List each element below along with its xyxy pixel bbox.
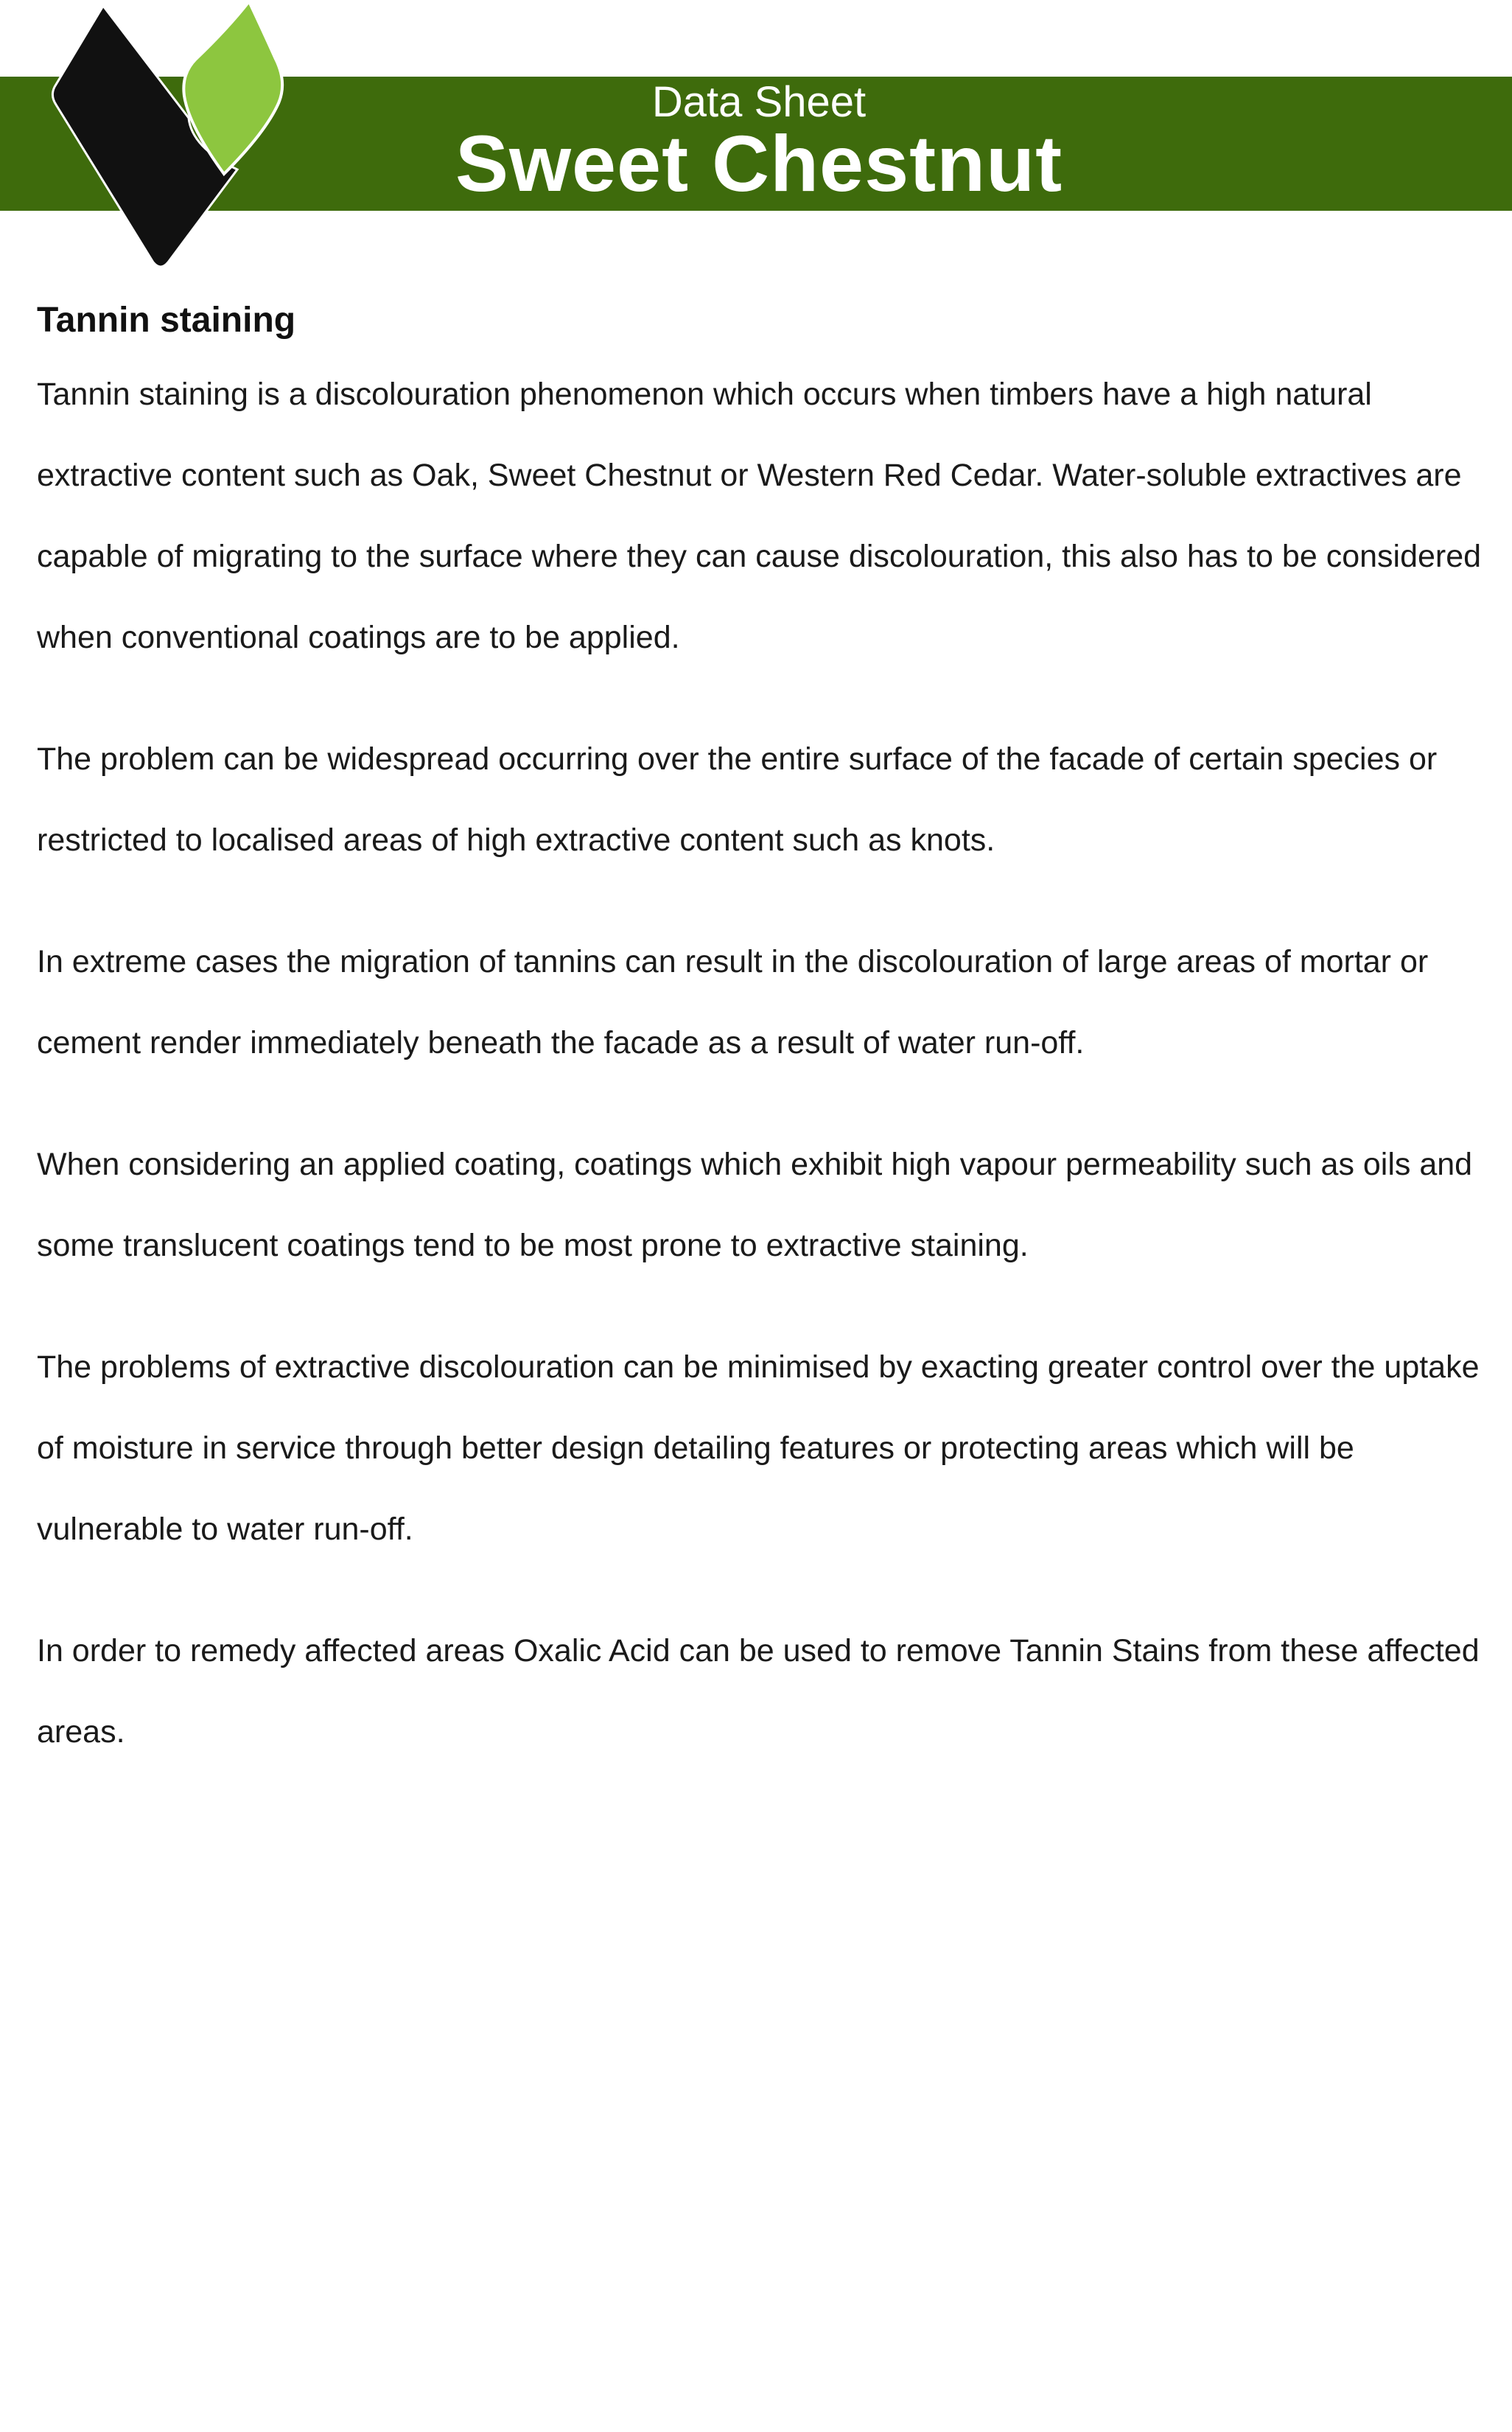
paragraph: Tannin staining is a discolouration phenomenon which occurs when timbers have a high natural extractive content such as Oak, Sweet Chestnut or Western Red Cedar. Water-soluble extractives are capable of migrating to the surface where they can cause discolouration, this also has to be considered when conventional coatings are to be applied. xyxy=(37,377,1482,655)
header-subtitle: Data Sheet xyxy=(651,78,867,126)
paragraph: The problem can be widespread occurring over the entire surface of the facade of certain species or restricted to localised areas of high extractive content such as knots. xyxy=(37,741,1438,858)
paragraph: The problems of extractive discolouration can be minimised by exacting greater control over the uptake of moisture in service through better design detailing features or protecting areas which will be vulnerable to water run-off. xyxy=(37,1349,1480,1547)
leaf-logo-icon xyxy=(44,0,295,273)
section-heading: Tannin staining xyxy=(37,301,296,340)
header-title: Sweet Chestnut xyxy=(455,119,1063,208)
paragraph: When considering an applied coating, coatings which exhibit high vapour permeability such as oils and some translucent coatings tend to be most prone to extractive staining. xyxy=(37,1147,1473,1263)
paragraph: In order to remedy affected areas Oxalic Acid can be used to remove Tannin Stains from these affected areas. xyxy=(37,1633,1480,1750)
header-title-block xyxy=(442,77,1076,211)
paragraph: In extreme cases the migration of tannins can result in the discolouration of large areas of mortar or cement render immediately beneath the facade as a result of water run-off. xyxy=(37,944,1429,1060)
main-content xyxy=(37,295,1503,1813)
